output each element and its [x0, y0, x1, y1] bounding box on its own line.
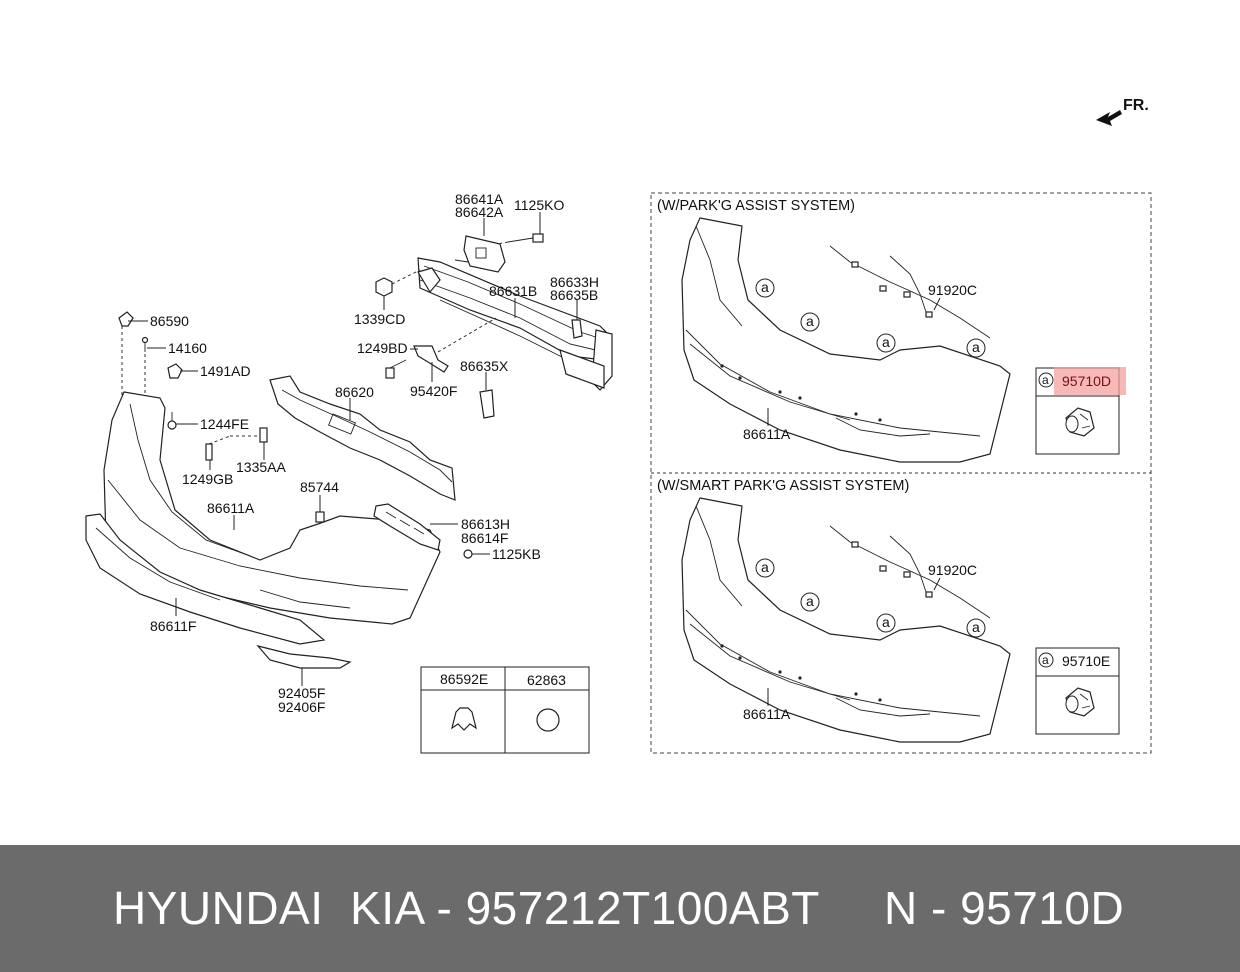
ref-letter-b2: a	[806, 593, 814, 609]
panel-park-assist	[657, 198, 1126, 462]
table-col1-header: 86592E	[440, 671, 489, 687]
parts-table	[421, 667, 589, 753]
sensor-box-2	[1036, 648, 1119, 734]
label-86633h: 86633H	[550, 274, 600, 290]
harness-label-2: 91920C	[928, 562, 978, 578]
sensor-box	[1036, 367, 1126, 454]
clip-86635x	[480, 390, 494, 418]
label-1125kb: 1125KB	[492, 546, 541, 562]
label-14160: 14160	[168, 340, 207, 356]
bumper-with-sensors	[682, 218, 1010, 462]
front-direction-label: FR.	[1123, 97, 1149, 114]
label-1244fe: 1244FE	[200, 416, 250, 432]
ref-letter-b4: a	[972, 619, 980, 635]
label-1491ad: 1491AD	[200, 363, 251, 379]
clip-86590	[119, 312, 133, 326]
upper-bracket	[455, 236, 505, 272]
ref-letter-a1: a	[761, 279, 769, 295]
label-1339cd: 1339CD	[354, 311, 406, 327]
harness-label: 91920C	[928, 282, 978, 298]
oem-part-number: HYUNDAI KIA - 957212T100ABT	[113, 882, 820, 934]
table-col2-header: 62863	[527, 672, 566, 688]
ref-letter-a3: a	[882, 334, 890, 350]
front-arrow-icon	[1096, 110, 1122, 126]
label-86631b: 86631B	[489, 283, 538, 299]
bumper-label-2: 86611A	[743, 706, 791, 722]
label-86635x: 86635X	[460, 358, 509, 374]
ref-letter-a2: a	[806, 313, 814, 329]
label-86642a: 86642A	[455, 204, 504, 220]
ref-letter-a4: a	[972, 339, 980, 355]
screw-14160	[143, 338, 148, 353]
sensor-ref-letter-2: a	[1042, 653, 1049, 667]
label-86611a: 86611A	[207, 500, 255, 516]
label-86620: 86620	[335, 384, 374, 400]
bumper-label: 86611A	[743, 426, 791, 442]
sensor-ref-letter: a	[1042, 373, 1049, 387]
label-86614f: 86614F	[461, 530, 509, 546]
bolt-1249gb	[206, 436, 258, 460]
label-92406f: 92406F	[278, 699, 326, 715]
ref-letter-b3: a	[882, 614, 890, 630]
panel-smart-title: (W/SMART PARK'G ASSIST SYSTEM)	[657, 478, 910, 494]
screw-1244fe	[168, 412, 176, 429]
part-number-footer	[0, 845, 1240, 972]
sensor-part-label: 95710D	[1062, 373, 1112, 389]
ref-letter-b1: a	[761, 559, 769, 575]
clip-1335aa	[260, 428, 267, 442]
label-92405f: 92405F	[278, 685, 326, 701]
nut-1339cd	[376, 270, 420, 296]
label-95420f: 95420F	[410, 383, 458, 399]
label-86613h: 86613H	[461, 516, 511, 532]
label-86611f: 86611F	[150, 618, 197, 634]
bumper-with-sensors-2	[682, 498, 1010, 742]
label-86590: 86590	[150, 313, 189, 329]
label-85744: 85744	[300, 479, 339, 495]
left-exploded-view	[86, 191, 612, 753]
plug-icon	[537, 709, 559, 731]
screw-1125kb	[464, 550, 472, 558]
replacement-part-number: N - 95710D	[884, 882, 1125, 934]
sensor-part-label-2: 95710E	[1062, 653, 1111, 669]
panel-smart-park-assist	[657, 478, 1119, 742]
label-1249gb: 1249GB	[182, 471, 234, 487]
bolt-1125ko	[498, 234, 543, 244]
label-86641a: 86641A	[455, 191, 504, 207]
clip-85744	[316, 512, 324, 522]
label-1249bd: 1249BD	[357, 340, 408, 356]
side-bracket	[572, 320, 582, 338]
label-1125ko: 1125KO	[514, 197, 565, 213]
nut-1491ad	[168, 364, 182, 378]
label-1335aa: 1335AA	[236, 459, 286, 475]
reflector	[258, 646, 350, 668]
panel-park-assist-title: (W/PARK'G ASSIST SYSTEM)	[657, 198, 856, 214]
bolt-1249bd	[386, 360, 406, 378]
label-86635b: 86635B	[550, 287, 599, 303]
